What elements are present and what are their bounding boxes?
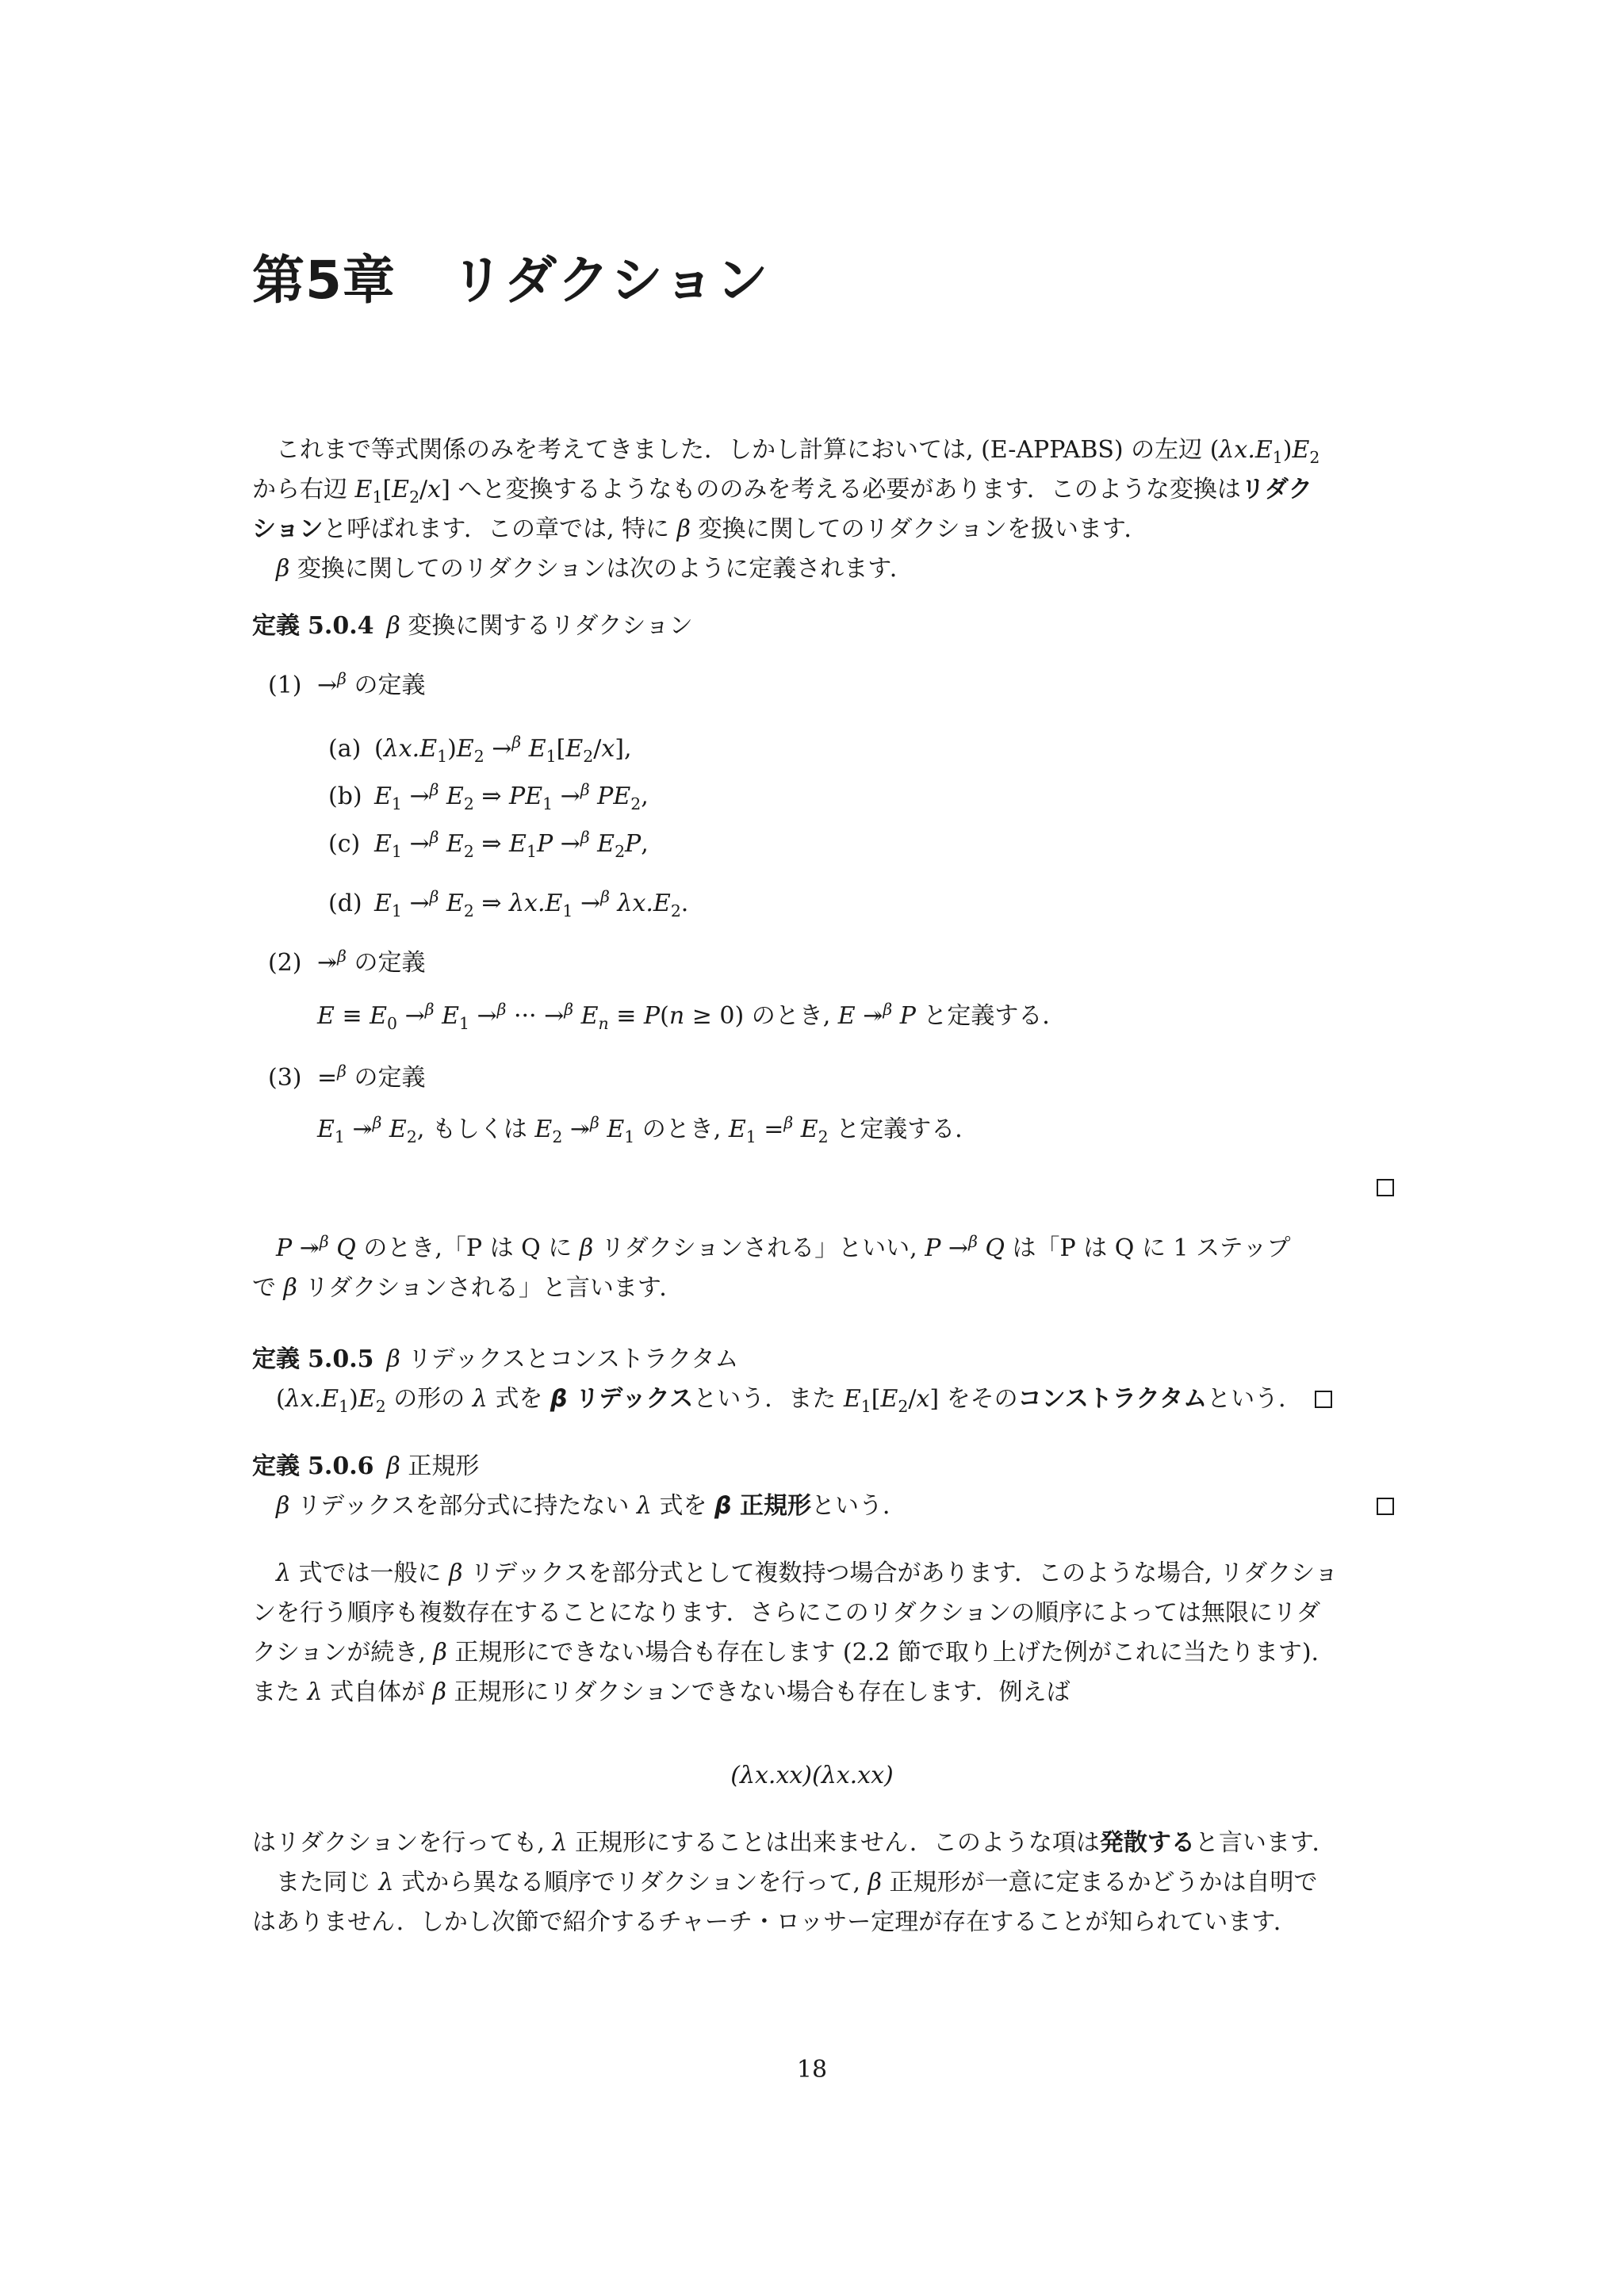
- sub-number: (b): [328, 783, 362, 810]
- text: から右辺: [252, 476, 355, 503]
- chapter-number: 第5章: [252, 250, 396, 311]
- rule-a: (a) $(\lambda x.E_1)E_2 \to^\beta$ $E_1[E_2/x]$,: [328, 733, 632, 766]
- chapter-heading: [252, 238, 769, 313]
- text: 式を: [487, 1385, 550, 1413]
- term-reduction: ション: [252, 515, 324, 543]
- rule-d: (d) $E_1 \to^\beta$ $E_2$ ⇒ $\lambda x.E_1 \to^\beta$ $\lambda x.E_2$.: [328, 887, 689, 920]
- chapter-title: リダクション: [450, 250, 769, 311]
- qed-symbol: [1377, 1498, 1394, 1515]
- item-number: (1): [268, 672, 302, 699]
- definition-number: 5.0.5: [308, 1345, 374, 1373]
- text: という．また: [693, 1385, 844, 1413]
- text: また同じ: [276, 1869, 379, 1896]
- item-number: (2): [268, 949, 302, 977]
- definition-item: (1) →$^\beta$ の定義: [268, 670, 425, 702]
- paragraph-line: はリダクションを行っても, λ 正規形にすることは出来ません．このような項は発散すると言います．: [252, 1829, 1336, 1857]
- text: へと変換するようなもののみを考える必要があります．このような変換は: [450, 476, 1241, 503]
- term-redex: リデックス: [567, 1385, 694, 1413]
- text: , もしくは: [416, 1115, 535, 1143]
- definition-label: 定義: [252, 612, 300, 640]
- text: はリダクションを行っても,: [252, 1829, 553, 1857]
- paragraph-line: ションと呼ばれます．この章では, 特に β 変換に関してのリダクションを扱います．: [252, 515, 1148, 543]
- text: で: [252, 1274, 284, 1302]
- text: 変換に関してのリダクションを扱います．: [690, 515, 1148, 543]
- paragraph-line: クションが続き, β 正規形にできない場合も存在します (2.2 節で取り上げた例がこれに当たります).: [252, 1639, 1320, 1667]
- text: という．: [1207, 1385, 1303, 1413]
- text: 変換に関してのリダクションは次のように定義されます．: [289, 555, 914, 583]
- text: と定義する．: [828, 1115, 979, 1143]
- item-title: の定義: [346, 672, 426, 699]
- sub-number: (d): [328, 890, 362, 917]
- definition-number: 5.0.4: [308, 612, 374, 640]
- text: をその: [939, 1385, 1018, 1413]
- text: と呼ばれます．この章では, 特に: [323, 515, 677, 543]
- paragraph-line: β 変換に関してのリダクションは次のように定義されます．: [276, 555, 914, 583]
- text: のとき,: [744, 1002, 838, 1030]
- text: 式自体が: [322, 1678, 433, 1706]
- definition-title: リデックスとコンストラクタム: [400, 1345, 739, 1373]
- text: また: [252, 1678, 308, 1706]
- paragraph-line: から右辺 $E_1[E_2/x]$ へと変換するようなもののみを考える必要があります．このような変換はリダク: [252, 476, 1312, 507]
- text: リダクションされる」と言います．: [297, 1274, 684, 1302]
- display-equation: (λx.xx)(λx.xx): [730, 1762, 894, 1789]
- rule-b: (b) $E_1 \to^\beta$ $E_2$ ⇒ $PE_1 \to^\beta$ $PE_2$,: [328, 780, 649, 813]
- term-contractum: コンストラクタム: [1017, 1385, 1208, 1413]
- text: 正規形にリダクションできない場合も存在します．例えば: [446, 1678, 1071, 1706]
- term-reduction: リダク: [1240, 476, 1312, 503]
- definition-number: 5.0.6: [308, 1452, 374, 1480]
- qed-symbol: [1315, 1391, 1332, 1408]
- text: という．: [810, 1492, 906, 1520]
- text: 式では一般に: [291, 1559, 450, 1587]
- paragraph-line: で β リダクションされる」と言います．: [252, 1274, 684, 1302]
- text: ンを行う順序も複数存在することになります．さらにこのリダクションの順序によっては無限にリダ: [252, 1599, 1320, 1627]
- text: と言います．: [1194, 1829, 1336, 1857]
- paragraph-line: また同じ λ 式から異なる順序でリダクションを行って, β 正規形が一意に定まるかどうかは自明で: [276, 1869, 1318, 1896]
- paragraph-line: これまで等式関係のみを考えてきました．しかし計算においては, (E-APPABS) の左辺 $(\lambda x.E_1)E_2$: [276, 436, 1320, 467]
- definition-title: 正規形: [400, 1452, 480, 1480]
- item-title: の定義: [346, 1064, 426, 1092]
- term-normal-form: 正規形: [731, 1492, 811, 1520]
- definition-body: β リデックスを部分式に持たない λ 式を β 正規形という．: [276, 1492, 906, 1520]
- text: 式を: [651, 1492, 715, 1520]
- rule-c: (c) $E_1 \to^\beta$ $E_2$ ⇒ $E_1P \to^\beta$ $E_2P$,: [328, 828, 649, 861]
- item-number: (3): [268, 1064, 302, 1092]
- definition-label: 定義: [252, 1345, 300, 1373]
- sub-number: (c): [328, 830, 361, 858]
- text: 正規形が一意に定まるかどうかは自明で: [881, 1869, 1318, 1896]
- text: の形の: [385, 1385, 473, 1413]
- text: のとき,「P は Q に: [355, 1234, 580, 1262]
- definition-heading: 定義 5.0.5 β リデックスとコンストラクタム: [252, 1345, 739, 1373]
- text: リデックスを部分式に持たない: [289, 1492, 637, 1520]
- text: 正規形にできない場合も存在します (2.2 節で取り上げた例がこれに当たります).: [446, 1639, 1320, 1667]
- term-divergent: 発散する: [1099, 1829, 1195, 1857]
- definition-heading: 定義 5.0.6 β 正規形: [252, 1452, 480, 1480]
- paragraph-line: [252, 1598, 1320, 1629]
- qed-symbol: [1377, 1179, 1394, 1196]
- text: 正規形にすることは出来ません．このような項は: [567, 1829, 1100, 1857]
- definition-item: (2) ↠$^\beta$ の定義: [268, 947, 425, 979]
- text: リダクションされる」といい,: [593, 1234, 925, 1262]
- paragraph-line: また λ 式自体が β 正規形にリダクションできない場合も存在します．例えば: [252, 1678, 1071, 1706]
- definition-item: (3) =$^\beta$ の定義: [268, 1062, 425, 1094]
- text: リデックスを部分式として複数持つ場合があります．このような場合, リダクショ: [462, 1559, 1339, 1587]
- text: 式から異なる順序でリダクションを行って,: [393, 1869, 868, 1896]
- definition-body: $(\lambda x.E_1)E_2$ の形の λ 式を β リデックスという．また $E_1[E_2/x]$ をそのコンストラクタムという．: [252, 1383, 1332, 1415]
- page-number: 18: [796, 2056, 828, 2084]
- text: と定義する．: [915, 1002, 1067, 1030]
- definition-heading: 定義 5.0.4 β 変換に関するリダクション: [252, 612, 693, 640]
- paragraph-line: P ↠$^\beta$ Q のとき,「P は Q に β リダクションされる」といい, P →$^\beta$ Q は「P は Q に 1 ステップ: [276, 1232, 1291, 1262]
- text: クションが続き,: [252, 1639, 434, 1667]
- text: のとき,: [634, 1115, 729, 1143]
- definition-label: 定義: [252, 1452, 300, 1480]
- definition-title: 変換に関するリダクション: [400, 612, 693, 640]
- paragraph-line: λ 式では一般に β リデックスを部分式として複数持つ場合があります．このような場合, リダクショ: [276, 1559, 1339, 1587]
- item-title: の定義: [346, 949, 426, 977]
- item-body: $E_1$ ↠$^\beta$ $E_2$, もしくは $E_2$ ↠$^\beta$ $E_1$ のとき, $E_1 =^\beta$ $E_2$ と定義する．: [317, 1113, 979, 1146]
- paragraph-line: [252, 1907, 1297, 1938]
- text: はありません．しかし次節で紹介するチャーチ・ロッサー定理が存在することが知られています．: [252, 1908, 1297, 1936]
- item-body: $E \equiv E_0 \to^\beta$ $E_1 \to^\beta$ ··· →$^\beta$ $E_n \equiv P(n \ge 0)$ のとき, E ↠$^\beta$ P と定義する．: [317, 1000, 1067, 1033]
- text: これまで等式関係のみを考えてきました．しかし計算においては, (E-APPABS) の左辺: [276, 436, 1210, 464]
- text: は「P は Q に 1 ステップ: [1005, 1234, 1291, 1262]
- sub-number: (a): [328, 735, 362, 763]
